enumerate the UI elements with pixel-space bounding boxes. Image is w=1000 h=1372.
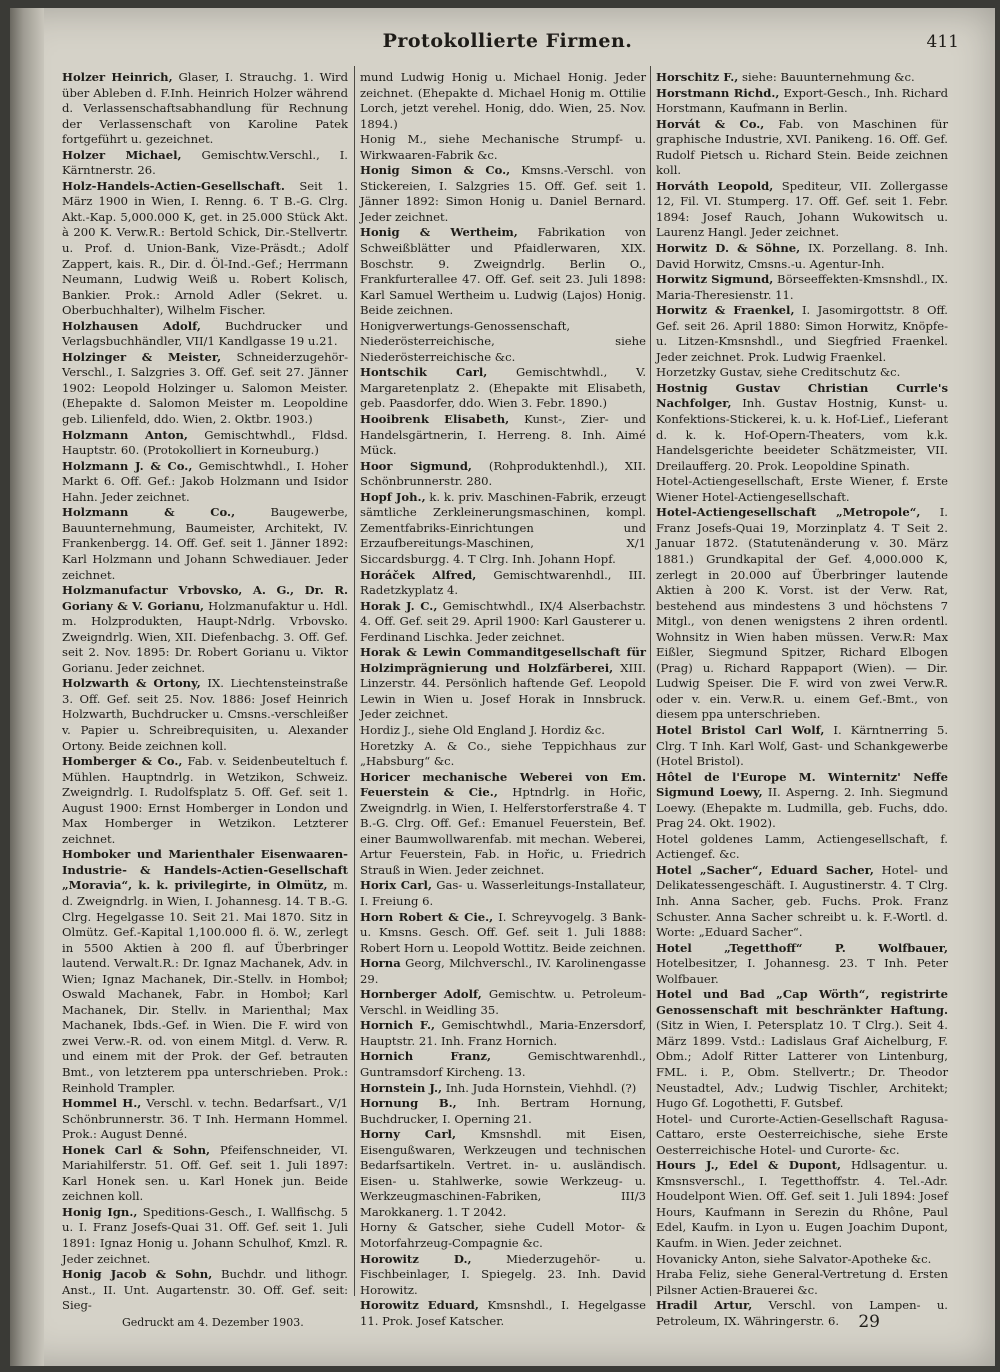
directory-entry	[360, 568, 646, 599]
print-date: Gedruckt am 4. Dezember 1903.	[122, 1316, 304, 1329]
entry-text: Horetzky A. & Co., siehe Teppichhaus zur „Habsburg“ &c.	[360, 738, 646, 769]
firm-name: Holzwarth & Ortony,	[62, 676, 201, 691]
entry-text: Verschl. v. techn. Bedarfsart., V/1 Schönbrunnerstr. 36. T Inh. Hermann Hommel. Prok.: August Denné.	[62, 1096, 348, 1142]
directory-entry	[656, 832, 948, 863]
firm-name: Holzmann Anton,	[62, 427, 188, 442]
directory-entry	[360, 319, 646, 366]
directory-entry	[656, 770, 948, 832]
entry-text: Miederzugehör- u. Fischbeinlager, I. Spiegelg. 23. Inh. David Horowitz.	[360, 1251, 646, 1297]
firm-name: Hôtel de l'Europe M. Winternitz' Neffe Sigmund Loewy,	[656, 769, 948, 800]
entry-text: Gemischtw. u. Petroleum-Verschl. in Weidling 35.	[360, 987, 646, 1017]
directory-entry	[360, 1049, 646, 1080]
entry-text: Kmsnshdl., I. Hegelgasse 11. Prok. Josef Katscher.	[360, 1298, 646, 1328]
directory-entry	[656, 70, 948, 86]
directory-entry	[656, 179, 948, 241]
firm-name: Holzmann J. & Co.,	[62, 458, 193, 473]
firm-name: Hornberger Adolf,	[360, 987, 482, 1002]
directory-entry	[656, 381, 948, 474]
firm-name: Horváth Leopold,	[656, 178, 774, 193]
directory-entry	[62, 350, 348, 428]
entry-text: Hdlsagentur. u. Kmsnsverschl., I. Tegetthoffstr. 4. Tel.-Adr. Houdelpont Wien. Off. Gef. seit 1. Juli 1894: Josef Hours, Kaufmann in Serezin du Rhône, Paul Edel, Kaufm. in Lyon u. Eugen Joachim Dupont, Kaufm. in Wien. Jeder zeichnet.	[656, 1158, 948, 1251]
directory-entry	[656, 117, 948, 179]
firm-name: Horak J. C.,	[360, 598, 438, 613]
entry-text: Hotel-Actiengesellschaft, Erste Wiener, f. Erste Wiener Hotel-Actiengesellschaft.	[656, 474, 948, 504]
book-spine	[10, 8, 44, 1366]
entry-text: Hotel- und Delikatessengeschäft. I. Augustinerstr. 4. T Clrg. Inh. Anna Sacher, geb. Fuchs. Prok. Franz Schuster. Anna Sacher schreibt u. k. F.-Wortl. d. Worte: „Eduard Sacher“.	[656, 862, 948, 940]
entry-text: Horzetzky Gustav, siehe Creditschutz &c.	[656, 365, 901, 380]
directory-entry	[656, 474, 948, 505]
firm-name: Hommel H.,	[62, 1096, 142, 1111]
entry-text: Fab. v. Seidenbeuteltuch f. Mühlen. Hauptndrlg. in Wetzikon, Schweiz. Zweigndrlg. I. Rudolfsplatz 5. Off. Gef. seit 1. August 1900: Ernst Homberger in London und Max Homberger in Wetzikon. Letzterer zeichnet.	[62, 754, 348, 846]
firm-name: Horáček Alfred,	[360, 567, 477, 582]
directory-entry	[62, 179, 348, 319]
firm-name: Hotel „Tegetthoff“ P. Wolfbauer,	[656, 940, 948, 955]
directory-entry	[62, 1267, 348, 1314]
entry-text: Kunst-, Zier- und Handelsgärtnerin, I. Herreng. 8. Inh. Aimé Mück.	[360, 412, 646, 458]
firm-name: Horstmann Richd.,	[656, 85, 780, 100]
firm-name: Holzer Heinrich,	[62, 70, 173, 84]
directory-entry	[656, 987, 948, 1111]
firm-name: Hoor Sigmund,	[360, 458, 472, 473]
directory-page	[10, 8, 995, 1366]
directory-entry	[62, 676, 348, 754]
directory-entry	[656, 723, 948, 770]
firm-name: Holzmanufactur Vrbovsko, A. G., Dr. R. Goriany & V. Gorianu,	[62, 583, 348, 613]
directory-entry	[360, 1298, 646, 1329]
directory-entry	[62, 505, 348, 583]
entry-text: m. d. Zweigndrlg. in Wien, I. Johannesg. 14. T B.-G. Clrg. Hegelgasse 10. Seit 21. Mai 1870. Sitz in Olmütz. Gef.-Kapital 1,100.000 fl. ö. W., zerlegt in 5500 Aktien à 200 fl. auf Überbringer lautend. Verwalt.R.: Dr. Ignaz Machanek, Adv. in Wien; Ignaz Machanek, Dir.-Stellv. in Homboł; Oswald Machanek, Fabr. in Homboł; Karl Machanek, Dir. Stellv. in Marienthal; Max Machanek, Ibds.-Gef. in Wien. Die F. wird von zwei Verw.-R. od. von einem Mitgl. d. Verw. R. und einem mit der Prok. der Gef. betrauten Bmt., von letzterem ppa unterschrieben. Prok.: Reinhold Trampler.	[62, 878, 348, 1095]
directory-entry	[656, 1158, 948, 1251]
entry-text: Pfeifenschneider, VI. Mariahilferstr. 51. Off. Gef. seit 1. Juli 1897: Karl Honek sen. u. Karl Honek jun. Beide zeichnen koll.	[62, 1142, 348, 1204]
directory-entry	[62, 70, 348, 148]
directory-entry	[62, 1205, 348, 1267]
entry-text: Verschl. von Lampen- u. Petroleum, IX. Währingerstr. 6.	[656, 1298, 948, 1328]
firm-name: Horak & Lewin Commanditgesellschaft für Holzimprägnierung und Holzfärberei,	[360, 645, 646, 675]
firm-name: Homberger & Co.,	[62, 754, 183, 769]
entry-text: Schneiderzugehör-Verschl., I. Salzgries 3. Off. Gef. seit 27. Jänner 1902: Leopold Holzinger u. Salomon Meister. (Ehepakte d. Salomon Meister m. Leopoldine geb. Lilienfeld, ddo. Wien, 2. Oktbr. 1903.)	[62, 349, 348, 427]
entry-text: Gemischtwhdl., V. Margaretenplatz 2. (Ehepakte mit Elisabeth, geb. Paasdorfer, ddo. Wien 3. Febr. 1890.)	[360, 365, 647, 411]
entry-text: Fabrikation von Schweißblätter und Pfaidlerwaren, XIX. Boschstr. 9. Zweigndrlg. Berlin O., Frankfurterallee 47. Off. Gef. seit 23. Juli 1898: Karl Samuel Wertheim u. Ludwig (Lajos) Honig. Beide zeichnen.	[360, 225, 646, 318]
firm-name: Horvát & Co.,	[656, 116, 765, 131]
entry-text: Hotel goldenes Lamm, Actiengesellschaft, f. Actiengef. &c.	[656, 831, 948, 862]
entry-text: Kmsnshdl. mit Eisen, Eisengußwaren, Werkzeugen und technischen Bedarfsartikeln. Vertret. in- u. ausländisch. Eisen- u. Stahlwerke, sowie Werkzeug- u. Werkzeugmaschinen-Fabriken, III/3 Marokkanerg. 1. T 2042.	[360, 1127, 646, 1219]
firm-name: Hotel und Bad „Cap Wörth“, registrirte Genossenschaft mit beschränkter Haftung.	[656, 987, 948, 1017]
firm-name: Holzmann & Co.,	[62, 505, 236, 520]
firm-name: Hopf Joh.,	[360, 489, 426, 504]
firm-name: Hornich Franz,	[360, 1049, 492, 1064]
entry-text: Horny & Gatscher, siehe Cudell Motor- & Motorfahrzeug-Compagnie &c.	[360, 1220, 646, 1251]
directory-entry	[360, 1096, 646, 1127]
directory-entry	[360, 163, 646, 225]
directory-entry	[360, 599, 646, 646]
firm-name: Hotel-Actiengesellschaft „Metropole“,	[656, 505, 921, 520]
firm-name: Honek Carl & Sohn,	[62, 1142, 211, 1157]
entry-text: I. Franz Josefs-Quai 19, Morzinplatz 4. T Seit 2. Januar 1872. (Statutenänderung v. 30. März 1881.) Grundkapital der Gef. 4,000.000 K, zerlegt in 20.000 auf Überbringer lautende Aktien à 200 K. Vorst. ist der Verw. Rat, bestehend aus mindestens 3 und höchstens 7 Mitgl., von denen wenigstens 2 ihren ordentl. Wohnsitz in Wien haben müssen. Verw.R: Max Eißler, Siegmund Spitzer, Richard Elbogen (Prag) u. Richard Rappaport (Wien). — Dir. Ludwig Speiser. Die F. wird von zwei Verw.R. oder v. ein. Verw.R. u. einem Gef.-Bmt., von diesem ppa unterschrieben.	[656, 505, 948, 722]
page-number: 411	[926, 32, 959, 52]
directory-entry	[656, 941, 948, 988]
directory-entry	[360, 987, 646, 1018]
column-right	[656, 70, 948, 1329]
entry-text: Honig M., siehe Mechanische Strumpf- u. Wirkwaaren-Fabrik &c.	[360, 132, 646, 162]
entry-text: Gemischtwhdl., Fldsd. Hauptstr. 60. (Protokolliert in Korneuburg.)	[62, 427, 348, 458]
firm-name: Horwitz & Fraenkel,	[656, 303, 795, 318]
directory-entry	[360, 723, 646, 739]
entry-text: Seit 1. März 1900 in Wien, I. Renng. 6. T B.-G. Clrg. Akt.-Kap. 5,000.000 K, get. in 25.000 Stück Akt. à 200 K. Verw.R.: Bertold Schick, Dir.-Stellvertr. u. Prof. d. Union-Bank, Vize-Präsdt.; Adolf Zappert, kais. R., Dir. d. Öl-Ind.-Gef.; Herrmann Neumann, Ludwig Weiß u. Robert Kolisch, Bankier. Prok.: Arnold Adler (Sekret. u. Oberbuchhalter), Wilhelm Fischer.	[62, 178, 348, 318]
firm-name: Hornich F.,	[360, 1018, 436, 1033]
entry-text: Gemischtw.Verschl., I. Kärntnerstr. 26.	[62, 147, 348, 178]
entry-text: Gemischtwhdl., IX/4 Alserbachstr. 4. Off. Gef. seit 29. April 1900: Karl Gausterer u. Ferdinand Lischka. Jeder zeichnet.	[360, 598, 646, 644]
directory-entry	[62, 754, 348, 847]
entry-text: k. k. priv. Maschinen-Fabrik, erzeugt sämtliche Zerkleinerungsmaschinen, kompl. Zementfabriks-Einrichtungen und Erzaufbereitungs-Maschinen, X/1 Siccardsburgg. 4. T Clrg. Inh. Johann Hopf.	[360, 489, 646, 566]
directory-entry	[62, 1096, 348, 1143]
entry-text: Buchdr. und lithogr. Anst., II. Unt. Augartenstr. 30. Off. Gef. seit: Sieg-	[62, 1267, 348, 1313]
firm-name: Horwitz D. & Söhne,	[656, 241, 801, 256]
entry-text: Baugewerbe, Bauunternehmung, Baumeister, Architekt, IV. Frankenbergg. 14. Off. Gef. seit 1. Jänner 1892: Karl Holzmann und Johann Schwediauer. Jeder zeichnet.	[62, 505, 348, 582]
firm-name: Horicer mechanische Weberei von Em. Feuerstein & Cie.,	[360, 769, 646, 800]
directory-entry	[360, 1018, 646, 1049]
firm-name: Holzinger & Meister,	[62, 349, 222, 364]
directory-entry	[62, 583, 348, 676]
firm-name: Hostnig Gustav Christian Currle's Nachfolger,	[656, 380, 948, 411]
entry-text: Hordiz J., siehe Old England J. Hordiz &c.	[360, 722, 605, 737]
directory-entry	[360, 645, 646, 723]
firm-name: Horna	[360, 956, 401, 971]
entry-text: Holzmanufaktur u. Hdl. m. Holzprodukten, Haupt-Ndrlg. Vrbovsko. Zweigndrlg. Wien, XII. Diefenbachg. 3. Off. Gef. seit 2. Nov. 1895: Dr. Robert Gorianu u. Viktor Gorianu. Jeder zeichnet.	[62, 598, 348, 675]
entry-text: II. Asperng. 2. Inh. Siegmund Loewy. (Ehepakte m. Ludmilla, geb. Fuchs, ddo. Prag 24. Okt. 1902).	[656, 785, 948, 831]
firm-name: Holzhausen Adolf,	[62, 318, 201, 333]
firm-name: Honig Ign.,	[62, 1204, 138, 1219]
directory-entry	[656, 303, 948, 365]
directory-entry	[656, 1267, 948, 1298]
directory-entry	[360, 878, 646, 909]
directory-entry	[656, 365, 948, 381]
entry-text: Hraba Feliz, siehe General-Vertretung d. Ersten Pilsner Actien-Brauerei &c.	[656, 1267, 948, 1297]
directory-entry	[360, 770, 646, 879]
directory-entry	[360, 70, 646, 132]
firm-name: Hotel Bristol Carl Wolf,	[656, 722, 825, 737]
directory-entry	[656, 272, 948, 303]
entry-text: Gemischtwhdl., I. Hoher Markt 6. Off. Gef.: Jakob Holzmann und Isidor Hahn. Jeder zeichnet.	[62, 458, 348, 504]
directory-entry	[360, 132, 646, 163]
page-header	[54, 30, 961, 60]
directory-entry	[656, 1112, 948, 1159]
firm-name: Horny Carl,	[360, 1127, 456, 1142]
firm-name: Honig Jacob & Sohn,	[62, 1267, 213, 1282]
directory-entry	[360, 225, 646, 318]
entry-text: mund Ludwig Honig u. Michael Honig. Jeder zeichnet. (Ehepakte d. Michael Honig m. Ottilie Lorch, jetzt verehel. Honig, ddo. Wien, 25. Nov. 1894.)	[360, 70, 646, 131]
firm-name: Horwitz Sigmund,	[656, 272, 774, 287]
column-left	[62, 70, 348, 1314]
directory-entry	[62, 459, 348, 506]
directory-entry	[62, 148, 348, 179]
entry-text: (Sitz in Wien, I. Petersplatz 10. T Clrg.). Seit 4. März 1899. Vstd.: Ladislaus Graf Aichelburg, F. Obm.; Adolf Ritter Latterer von Lintenburg, FML. i. P., Obm. Stellvertr.; Dr. Theodor Neustadtel, Adv.; Ludwig Tischler, Architekt; Hugo Gf. Logothetti, F. Gutsbef.	[656, 1018, 948, 1111]
firm-name: Holz-Handels-Actien-Gesellschaft.	[62, 178, 285, 193]
entry-text: Speditions-Gesch., I. Wallfischg. 5 u. I. Franz Josefs-Quai 31. Off. Gef. seit 1. Juli 1891: Ignaz Honig u. Johann Schulhof, Kmzl. R. Jeder zeichnet.	[62, 1204, 349, 1266]
firm-name: Hontschik Carl,	[360, 365, 488, 380]
column-divider	[354, 66, 355, 1296]
entry-text: siehe: Bauunternehmung &c.	[738, 70, 915, 84]
directory-entry	[360, 956, 646, 987]
directory-entry	[360, 490, 646, 568]
firm-name: Horix Carl,	[360, 878, 432, 893]
firm-name: Honig Simon & Co.,	[360, 163, 511, 178]
firm-name: Horowitz D.,	[360, 1251, 472, 1266]
directory-entry	[360, 910, 646, 957]
directory-entry	[656, 241, 948, 272]
directory-entry	[656, 86, 948, 117]
firm-name: Homboker und Marienthaler Eisenwaaren-Industrie- & Handels-Actien-Gesellschaft „Moravia“, k. k. privilegirte, in Olmütz,	[62, 847, 348, 893]
firm-name: Hooibrenk Elisabeth,	[360, 412, 510, 427]
directory-entry	[360, 412, 646, 459]
entry-text: Glaser, I. Strauchg. 1. Wird über Ableben d. F.Inh. Heinrich Holzer während d. Verlassenschaftsabhandlung für Rechnung der Verlassenschaft von Karoline Patek fortgeführt u. gezeichnet.	[62, 70, 348, 147]
firm-name: Holzer Michael,	[62, 147, 182, 162]
directory-entry	[360, 365, 646, 412]
entry-text: XIII. Linzerstr. 44. Persönlich haftende Gef. Leopold Lewin in Wien u. Josef Horak in Innsbruck. Jeder zeichnet.	[360, 660, 646, 722]
column-middle	[360, 70, 646, 1329]
entry-text: Hovanicky Anton, siehe Salvator-Apotheke &c.	[656, 1251, 932, 1266]
directory-entry	[656, 1298, 948, 1329]
entry-text: Gemischtwhdl., Maria-Enzersdorf, Hauptstr. 21. Inh. Franz Hornich.	[360, 1018, 646, 1048]
directory-entry	[360, 1220, 646, 1251]
entry-text: Gemischtwarenhdl., III. Radetzkyplatz 4.	[360, 567, 646, 598]
entry-text: IX. Porzellang. 8. Inh. David Horwitz, Cmsns.-u. Agentur-Inh.	[656, 241, 949, 271]
directory-entry	[62, 428, 348, 459]
entry-text: Hotelbesitzer, I. Johannesg. 23. T Inh. Peter Wolfbauer.	[656, 956, 948, 986]
entry-text: Buchdrucker und Verlagsbuchhändler, VII/1 Kandlgasse 19 u.21.	[62, 318, 348, 349]
column-divider	[650, 66, 651, 1296]
firm-name: Horowitz Eduard,	[360, 1298, 479, 1313]
entry-text: Hotel- und Curorte-Actien-Gesellschaft Ragusa-Cattaro, erste Oesterreichische, siehe Erste Oesterreichische Hotel- und Curorte- &c.	[656, 1111, 948, 1157]
directory-entry	[656, 863, 948, 941]
firm-name: Horn Robert & Cie.,	[360, 909, 494, 924]
directory-entry	[656, 1252, 948, 1268]
firm-name: Hornung B.,	[360, 1096, 457, 1111]
firm-name: Hradil Artur,	[656, 1298, 753, 1313]
entry-text: Gemischtwarenhdl., Guntramsdorf Kircheng. 13.	[360, 1049, 646, 1079]
entry-text: (Rohproduktenhdl.), XII. Schönbrunnerstr. 280.	[360, 458, 646, 489]
firm-name: Horschitz F.,	[656, 70, 739, 84]
directory-entry	[360, 739, 646, 770]
entry-text: Georg, Milchverschl., IV. Karolinengasse 29.	[360, 956, 646, 986]
firm-name: Honig & Wertheim,	[360, 225, 518, 240]
directory-entry	[62, 847, 348, 1096]
entry-text: Inh. Bertram Hornung, Buchdrucker, I. Operning 21.	[360, 1096, 646, 1126]
firm-name: Hornstein J.,	[360, 1080, 443, 1095]
directory-entry	[360, 1252, 646, 1299]
entry-text: I. Kärntnerring 5. Clrg. T Inh. Karl Wolf, Gast- und Schankgewerbe (Hotel Bristol).	[656, 722, 948, 769]
entry-text: Inh. Gustav Hostnig, Kunst- u. Konfektions-Stickerei, k. u. k. Hof-Lief., Lieferant d. k. k. Hof-Opern-Theaters, vom k.k. Handelsgerichte beeideter Schätzmeister, VII. Dreilaufferg. 20. Prok. Leopoldine Spinath.	[656, 396, 948, 473]
entry-text: Honigverwertungs-Genossenschaft, Niederösterreichische, siehe Niederösterreichische &c.	[360, 318, 646, 364]
entry-text: I. Jasomirgottstr. 8 Off. Gef. seit 26. April 1880: Simon Horwitz, Knöpfe- u. Litzen-Kmsnshdl., und Siegfried Fraenkel. Jeder zeichnet. Prok. Ludwig Fraenkel.	[656, 303, 948, 364]
entry-text: I. Schreyvogelg. 3 Bank- u. Kmsns. Gesch. Off. Gef. seit 1. Juli 1888: Robert Horn u. Leopold Wottitz. Beide zeichnen.	[360, 909, 646, 955]
entry-text: Gas- u. Wasserleitungs-Installateur, I. Freiung 6.	[360, 878, 646, 908]
entry-text: Export-Gesch., Inh. Richard Horstmann, Kaufmann in Berlin.	[656, 85, 949, 116]
entry-text: Inh. Juda Hornstein, Viehhdl. (?)	[442, 1080, 637, 1095]
directory-entry	[360, 459, 646, 490]
firm-name: Hotel „Sacher“, Eduard Sacher,	[656, 862, 874, 877]
entry-text: IX. Liechtensteinstraße 3. Off. Gef. seit 25. Nov. 1886: Josef Heinrich Holzwarth, Buchdrucker u. Cmsns.-verschleißer v. Papier u. Schreibrequisiten, u. Alexander Ortony. Beide zeichnen koll.	[62, 676, 348, 753]
directory-entry	[360, 1081, 646, 1097]
directory-entry	[62, 319, 348, 350]
entry-text: Börseeffekten-Kmsnshdl., IX. Maria-Theresienstr. 11.	[656, 272, 949, 302]
signature-number: 29	[858, 1312, 880, 1332]
entry-text: Spediteur, VII. Zollergasse 12, Fil. VI. Stumperg. 17. Off. Gef. seit 1. Febr. 1894: Josef Rauch, Johann Wukowitsch u. Laurenz Hangl. Jeder zeichnet.	[656, 178, 948, 240]
directory-entry	[656, 505, 948, 723]
firm-name: Hours J., Edel & Dupont,	[656, 1158, 841, 1173]
entry-text: Fab. von Maschinen für graphische Industrie, XVI. Panikeng. 16. Off. Gef. Rudolf Pietsch u. Richard Stein. Beide zeichnen koll.	[656, 116, 948, 178]
entry-text: Kmsns.-Verschl. von Stickereien, I. Salzgries 15. Off. Gef. seit 1. Jänner 1892: Simon Honig u. Daniel Bernard. Jeder zeichnet.	[360, 163, 646, 224]
entry-text: Hptndrlg. in Hořic, Zweigndrlg. in Wien, I. Helferstorferstraße 4. T B.-G. Clrg. Off. Gef.: Emanuel Feuerstein, Bef. einer Baumwollwarenfab. mit mechan. Weberei, Artur Feuerstein, Fab. in Hořic, u. Friedrich Strauß in Wien. Jeder zeichnet.	[360, 785, 646, 877]
page-title: Protokollierte Firmen.	[382, 30, 633, 52]
directory-entry	[62, 1143, 348, 1205]
directory-entry	[360, 1127, 646, 1220]
